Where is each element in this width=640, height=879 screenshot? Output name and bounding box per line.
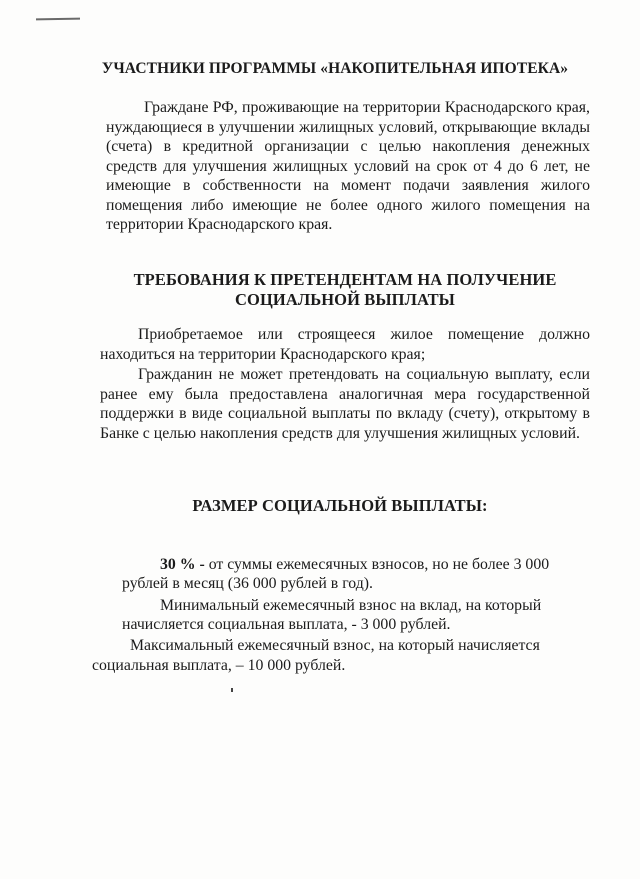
heading-participants: УЧАСТНИКИ ПРОГРАММЫ «НАКОПИТЕЛЬНАЯ ИПОТЕКА» <box>101 60 569 77</box>
heading-payment-size: РАЗМЕР СОЦИАЛЬНОЙ ВЫПЛАТЫ: <box>192 496 488 515</box>
heading-requirements <box>110 270 580 310</box>
min-deposit-paragraph: Минимальный ежемесячный взнос на вклад, на который начисляется социальная выплата, - 3 000 рублей. <box>122 597 542 633</box>
payment-percent-value: 30 % - <box>160 556 205 573</box>
heading-requirements-line2: СОЦИАЛЬНОЙ ВЫПЛАТЫ <box>235 290 455 309</box>
payment-percent-paragraph <box>122 555 552 593</box>
payment-percent-text: от суммы ежемесячных взносов, но не более 3 000 рублей в месяц (36 000 рублей в год). <box>122 556 550 592</box>
heading-requirements-line1: ТРЕБОВАНИЯ К ПРЕТЕНДЕНТАМ НА ПОЛУЧЕНИЕ <box>133 270 557 289</box>
requirement-paragraph-1: Приобретаемое или строящееся жилое помещение должно находиться на территории Краснодарского края; <box>100 326 590 363</box>
corner-scan-mark <box>36 18 80 21</box>
requirement-paragraph-2: Гражданин не может претендовать на социальную выплату, если ранее ему была предоставлена аналогичная мера государственной поддержки в виде социальной выплаты по вкладу (счету), открытому в Банке с целью накопления средств для улучшения жилищных условий. <box>100 366 590 442</box>
max-deposit-paragraph: Максимальный ежемесячный взнос, на который начисляется социальная выплата, – 10 000 рублей. <box>92 637 540 674</box>
participants-paragraph: Граждане РФ, проживающие на территории Краснодарского края, нуждающиеся в улучшении жилищных условий, открывающие вклады (счета) в кредитной организации с целью накопления денежных средств для улучшения жилищных условий на срок от 4 до 6 лет, не имеющие в собственности на момент подачи заявления жилого помещения либо имеющие не более одного жилого помещения на территории Краснодарского края. <box>106 99 590 233</box>
scan-speck <box>231 688 233 692</box>
